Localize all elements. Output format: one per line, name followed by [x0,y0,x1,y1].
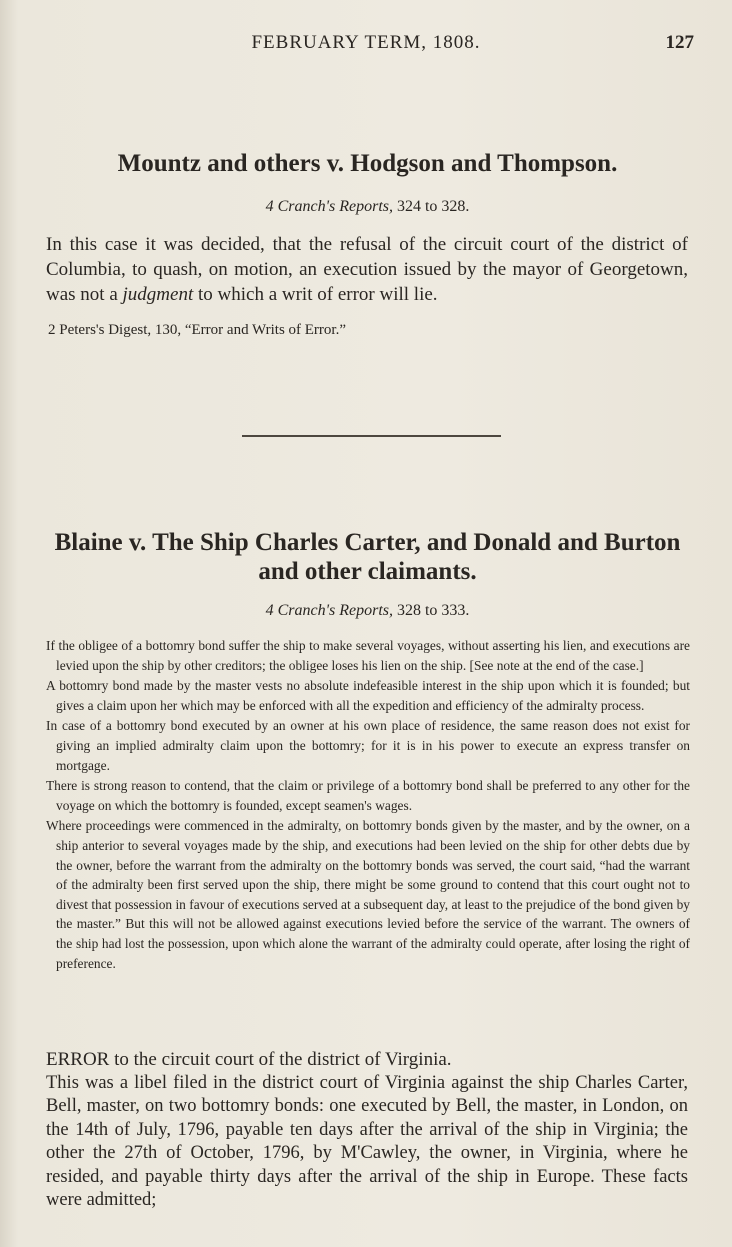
headnote: In case of a bottomry bond executed by an owner at his own place of residence, the same reason does not exist for giving an implied admiralty claim upon the bottomry; for it is in his power to execute an express transfer on mortgage. [46,718,690,773]
citation-blaine [40,602,695,620]
headnote: If the obligee of a bottomry bond suffer the ship to make several voyages, without asserting his lien, and executions are levied upon the ship by other creditors; the obligee loses his lien on the ship. [See note at the end of the case.] [46,638,690,673]
case-title-line-1: Blaine v. The Ship Charles Carter, and Donald and Burton [54,529,681,556]
holding-mountz [46,232,688,307]
citation-pages: 324 to 328. [396,198,470,215]
digest-reference: 2 Peters's Digest, 130, “Error and Writs of Error.” [48,322,347,338]
case-title-line-2: and other claimants. [258,558,477,585]
citation-reporter: 4 Cranch's Reports, [265,198,393,215]
body-paragraph: ERROR to the circuit court of the district of Virginia. [46,1049,452,1070]
case-title-mountz: Mountz and others v. Hodgson and Thompson. [117,150,618,177]
holding-text-start: In this case it was decided, that the refusal of the circuit court of the district of Columbia, to quash, on motion, an execution issued by the mayor of Georgetown, was not a [46,234,688,305]
headnote: Where proceedings were commenced in the admiralty, on bottomry bonds given by the master, and by the owner, on a ship anterior to several voyages made by the ship, and executions had been levied on the ship for other debts due by the owner, before the warrant from the admiralty on the bottomry bonds was served, the court said, “had the warrant of the admiralty been first served upon the ship, there might be some ground to contend that this court ought not to divest that possession in favour of executions served at a subsequent day, at least to the prejudice of the bond given by the master.” But this will not be allowed against executions levied before the service of the warrant. The owners of the ship had lost the possession, upon which alone the warrant of the admiralty could operate, after losing the right of preference. [46,818,690,971]
citation-pages: 328 to 333. [396,602,470,619]
headnote: There is strong reason to contend, that the claim or privilege of a bottomry bond shall be preferred to any other for the voyage on which the bottomry is founded, except seamen's wages. [46,778,690,813]
citation-reporter: 4 Cranch's Reports, [265,602,393,619]
body-paragraph: This was a libel filed in the district court of Virginia against the ship Charles Carter, Bell, master, on two bottomry bonds: one executed by Bell, the master, in London, on the 14th of July, 1796, payable ten days after the arrival of the ship in Virginia; the other the 27th of October, 1796, by M'Cawley, the owner, in Virginia, where he resided, and payable thirty days after the arrival of the ship in Europe. These facts were admitted; [46,1072,688,1210]
running-head: FEBRUARY TERM, 1808. [251,32,481,53]
holding-text-end: to which a writ of error will lie. [193,284,438,305]
citation-mountz [40,198,695,216]
section-divider [242,435,501,437]
holding-italic-word: judgment [122,284,194,305]
opinion-body [46,1048,688,1213]
page-header [0,32,732,56]
case-title-blaine [40,528,695,586]
headnote: A bottomry bond made by the master vests no absolute indefeasible interest in the ship upon which it is founded; but gives a claim upon her which may be enforced with all the expedition and efficiency of the admiralty process. [46,678,690,713]
page-number: 127 [665,32,694,53]
headnotes [46,636,690,974]
